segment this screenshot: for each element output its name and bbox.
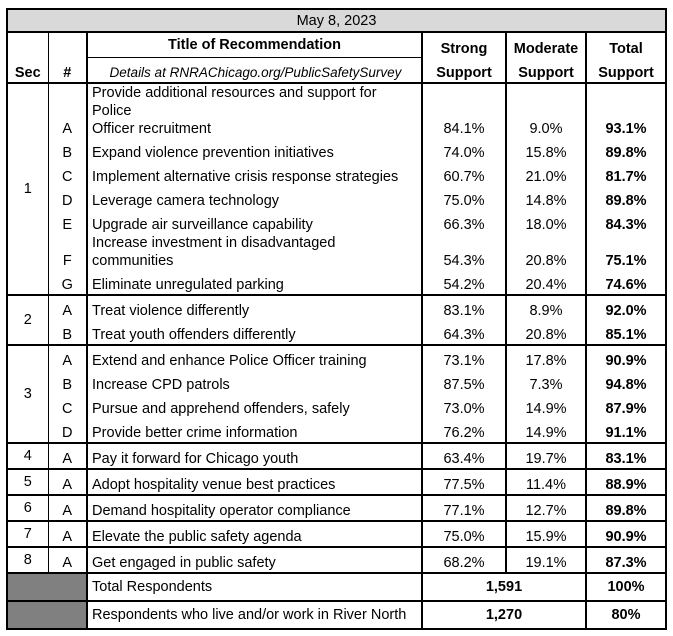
details-link-text: Details at RNRAChicago.org/PublicSafetySurvey [87,58,422,84]
table-row [7,270,666,295]
recommendation-title: Treat violence differently [87,295,422,320]
table-row [7,443,666,469]
recommendation-title: Upgrade air surveillance capability [87,210,422,234]
total-support-value: 85.1% [586,320,666,345]
strong-support-value: 83.1% [422,295,506,320]
moderate-support-value: 20.8% [506,320,586,345]
row-id: A [48,521,87,547]
strong-support-value: 63.4% [422,443,506,469]
table-row [7,138,666,162]
footer-row-river-north [7,601,666,629]
section-number: 3 [7,345,48,443]
footer-label: Respondents who live and/or work in River North [87,601,422,629]
row-id: A [48,469,87,495]
strong-support-value: 64.3% [422,320,506,345]
row-id: A [48,495,87,521]
gray-cell [7,601,87,629]
total-support-value: 92.0% [586,295,666,320]
section-number: 7 [7,521,48,547]
table-row [7,469,666,495]
moderate-support-value: 14.9% [506,394,586,418]
strong-support-value: 66.3% [422,210,506,234]
recommendation-title: Pursue and apprehend offenders, safely [87,394,422,418]
total-support-value: 88.9% [586,469,666,495]
row-id: C [48,394,87,418]
recommendation-title: Leverage camera technology [87,186,422,210]
recommendation-title: Adopt hospitality venue best practices [87,469,422,495]
title-header: Title of Recommendation [87,32,422,58]
table-row [7,234,666,270]
table-row [7,547,666,573]
strong-support-value: 84.1% [422,83,506,138]
total-support-value: 89.8% [586,495,666,521]
recommendation-title-line2: Officer recruitment [92,121,211,137]
section-number: 2 [7,295,48,345]
strong-support-value: 76.2% [422,418,506,443]
strong-support-value: 73.1% [422,345,506,370]
row-id: D [48,418,87,443]
table-row [7,495,666,521]
strong-support-value: 87.5% [422,370,506,394]
moderate-support-value: 11.4% [506,469,586,495]
recommendation-title [87,83,422,138]
date-heading: May 8, 2023 [7,9,666,32]
row-id: B [48,370,87,394]
total-support-value: 87.9% [586,394,666,418]
strong-support-value: 68.2% [422,547,506,573]
total-support-value: 90.9% [586,521,666,547]
row-id: A [48,83,87,138]
recommendation-title: Eliminate unregulated parking [87,270,422,295]
row-id: C [48,162,87,186]
total-support-value: 90.9% [586,345,666,370]
gray-cell [7,573,87,601]
moderate-support-value: 15.9% [506,521,586,547]
recommendation-title-line1: Provide additional resources and support for Police [92,85,377,119]
strong-support-value: 60.7% [422,162,506,186]
moderate-support-value: 21.0% [506,162,586,186]
total-support-value: 75.1% [586,234,666,270]
moderate-support-value: 14.8% [506,186,586,210]
moderate-support-value: 9.0% [506,83,586,138]
strong-support-value: 75.0% [422,186,506,210]
date-row [7,9,666,32]
sec-header: Sec [7,32,48,83]
row-id: A [48,345,87,370]
strong-support-value: 77.1% [422,495,506,521]
row-id: A [48,547,87,573]
moderate-support-value: 12.7% [506,495,586,521]
table-row [7,186,666,210]
section-number: 5 [7,469,48,495]
table-row [7,394,666,418]
recommendation-title: Demand hospitality operator compliance [87,495,422,521]
moderate-support-value: 8.9% [506,295,586,320]
table-row [7,210,666,234]
table-row [7,83,666,138]
survey-table [6,8,667,630]
total-support-value: 89.8% [586,186,666,210]
total-support-value: 81.7% [586,162,666,186]
row-id: B [48,320,87,345]
recommendation-title: Increase CPD patrols [87,370,422,394]
table-row [7,320,666,345]
row-id: B [48,138,87,162]
moderate-support-value: 15.8% [506,138,586,162]
section-number: 4 [7,443,48,469]
strong-support-value: 77.5% [422,469,506,495]
row-id: G [48,270,87,295]
moderate-support-value: 7.3% [506,370,586,394]
moderate-header-line2: Support [506,58,586,84]
recommendation-title: Get engaged in public safety [87,547,422,573]
total-support-value: 89.8% [586,138,666,162]
moderate-support-value: 19.7% [506,443,586,469]
header-row-2 [7,58,666,84]
strong-support-value: 54.2% [422,270,506,295]
section-number: 1 [7,83,48,295]
table-row [7,295,666,320]
recommendation-title: Implement alternative crisis response strategies [87,162,422,186]
recommendation-title: Pay it forward for Chicago youth [87,443,422,469]
footer-row-total [7,573,666,601]
moderate-support-value: 18.0% [506,210,586,234]
num-header: # [48,32,87,83]
footer-label: Total Respondents [87,573,422,601]
recommendation-title: Elevate the public safety agenda [87,521,422,547]
total-support-value: 94.8% [586,370,666,394]
total-support-value: 74.6% [586,270,666,295]
strong-support-value: 75.0% [422,521,506,547]
section-number: 8 [7,547,48,573]
footer-percent: 100% [586,573,666,601]
total-support-value: 84.3% [586,210,666,234]
recommendation-title: Extend and enhance Police Officer training [87,345,422,370]
row-id: A [48,443,87,469]
total-header-line2: Support [586,58,666,84]
section-number: 6 [7,495,48,521]
footer-count: 1,591 [422,573,586,601]
table-row [7,162,666,186]
strong-support-value: 74.0% [422,138,506,162]
moderate-support-value: 19.1% [506,547,586,573]
header-row-1 [7,32,666,58]
strong-header-line2: Support [422,58,506,84]
footer-count: 1,270 [422,601,586,629]
moderate-header-line1: Moderate [506,32,586,58]
recommendation-title: Treat youth offenders differently [87,320,422,345]
row-id: E [48,210,87,234]
moderate-support-value: 14.9% [506,418,586,443]
row-id: F [48,234,87,270]
table-row [7,345,666,370]
table-row [7,521,666,547]
row-id: D [48,186,87,210]
footer-percent: 80% [586,601,666,629]
total-header-line1: Total [586,32,666,58]
moderate-support-value: 17.8% [506,345,586,370]
strong-support-value: 54.3% [422,234,506,270]
total-support-value: 93.1% [586,83,666,138]
moderate-support-value: 20.8% [506,234,586,270]
recommendation-title: Provide better crime information [87,418,422,443]
row-id: A [48,295,87,320]
strong-header-line1: Strong [422,32,506,58]
total-support-value: 87.3% [586,547,666,573]
total-support-value: 83.1% [586,443,666,469]
total-support-value: 91.1% [586,418,666,443]
table-row [7,370,666,394]
moderate-support-value: 20.4% [506,270,586,295]
strong-support-value: 73.0% [422,394,506,418]
recommendation-title: Increase investment in disadvantaged communities [87,234,422,270]
recommendation-title: Expand violence prevention initiatives [87,138,422,162]
table-row [7,418,666,443]
